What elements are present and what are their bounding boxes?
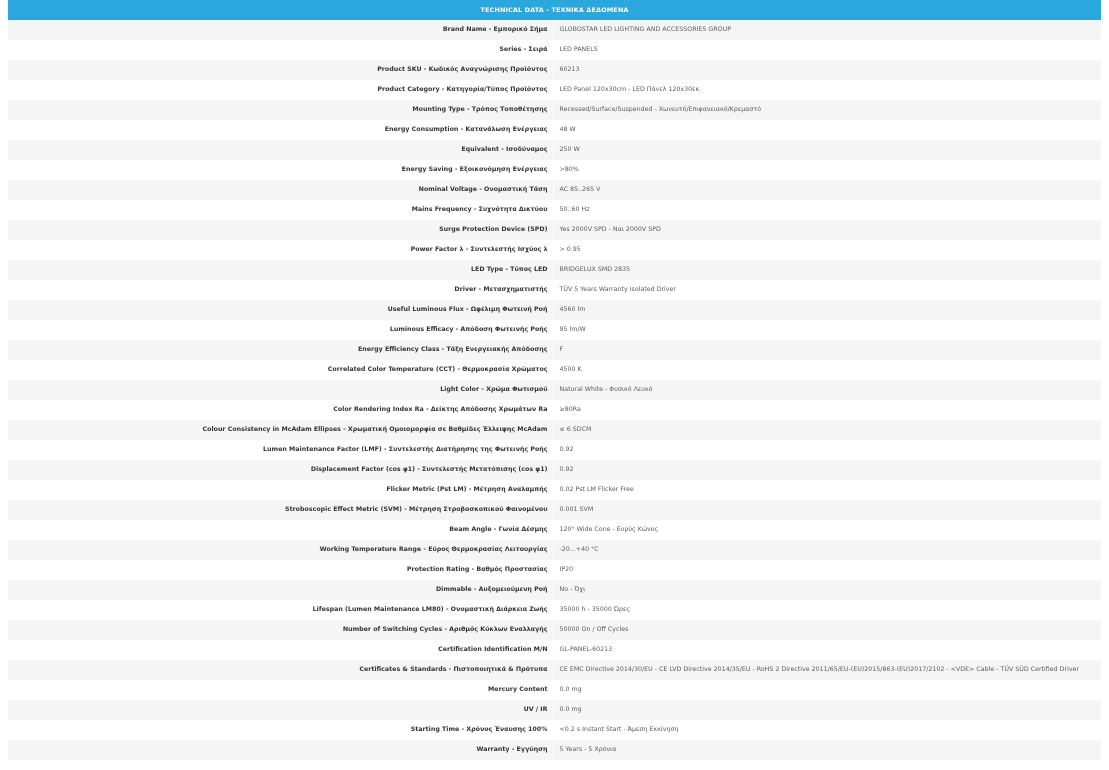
spec-label: Number of Switching Cycles - Αριθμός Κύκλων Εναλλαγής [8,620,553,640]
spec-value: TÜV 5 Years Warranty Isolated Driver [553,280,1101,300]
spec-label: Nominal Voltage - Ονομαστική Τάση [8,180,553,200]
spec-row [8,220,1101,240]
spec-row [8,600,1101,620]
spec-value: F [553,340,1101,360]
spec-row [8,140,1101,160]
spec-label: Beam Angle - Γωνία Δέσμης [8,520,553,540]
spec-value: IP20 [553,560,1101,580]
spec-label: Flicker Metric (Pst LM) - Μέτρηση Αναλαμπής [8,480,553,500]
spec-label: Light Color - Χρώμα Φωτισμού [8,380,553,400]
spec-row [8,360,1101,380]
spec-label: Warranty - Εγγύηση [8,740,553,760]
spec-table-body [8,20,1101,760]
technical-data-panel [8,0,1101,760]
spec-row [8,520,1101,540]
spec-row [8,20,1101,40]
spec-value: 50000 On / Off Cycles [553,620,1101,640]
spec-label: Driver - Μετασχηματιστής [8,280,553,300]
spec-label: Color Rendering Index Ra - Δείκτης Απόδοσης Χρωμάτων Ra [8,400,553,420]
spec-label: Surge Protection Device (SPD) [8,220,553,240]
spec-row [8,400,1101,420]
spec-value: 0.92 [553,460,1101,480]
spec-value: >80% [553,160,1101,180]
spec-label: Energy Efficiency Class - Τάξη Ενεργειακής Απόδοσης [8,340,553,360]
spec-label: Product SKU - Κωδικός Αναγνώρισης Προϊόντος [8,60,553,80]
spec-row [8,200,1101,220]
spec-row [8,480,1101,500]
spec-value: GL-PANEL-60213 [553,640,1101,660]
spec-value: -20...+40 °C [553,540,1101,560]
spec-value: 50..60 Hz [553,200,1101,220]
spec-row [8,540,1101,560]
spec-label: Displacement Factor (cos φ1) - Συντελεστής Μετατόπισης (cos φ1) [8,460,553,480]
spec-value: LED PANELS [553,40,1101,60]
spec-label: Stroboscopic Effect Metric (SVM) - Μέτρηση Στροβοσκοπικού Φαινομένου [8,500,553,520]
spec-row [8,680,1101,700]
spec-label: Brand Name - Εμπορικό Σήμα [8,20,553,40]
spec-value: 5 Years - 5 Χρόνια [553,740,1101,760]
spec-label: Lumen Maintenance Factor (LMF) - Συντελεστής Διατήρησης της Φωτεινής Ροής [8,440,553,460]
spec-row [8,500,1101,520]
spec-value: No - Όχι [553,580,1101,600]
spec-row [8,240,1101,260]
spec-value: ≥80Ra [553,400,1101,420]
spec-value: <0.2 s Instant Start - Άμεση Εκκίνηση [553,720,1101,740]
spec-label: Energy Saving - Εξοικονόμηση Ενέργειας [8,160,553,180]
spec-label: Certification Identification M/N [8,640,553,660]
spec-row [8,80,1101,100]
spec-row [8,460,1101,480]
spec-label: Energy Consumption - Κατανάλωση Ενέργειας [8,120,553,140]
spec-row [8,320,1101,340]
spec-value: 60213 [553,60,1101,80]
spec-value: 0.0 mg [553,700,1101,720]
spec-value: > 0.95 [553,240,1101,260]
spec-row [8,160,1101,180]
spec-row [8,660,1101,680]
spec-label: Mains Frequency - Συχνότητα Δικτύου [8,200,553,220]
spec-label: Dimmable - Αυξομειούμενη Ροή [8,580,553,600]
spec-label: Power Factor λ - Συντελεστής Ισχύος λ [8,240,553,260]
spec-label: LED Type - Τύπος LED [8,260,553,280]
spec-row [8,60,1101,80]
spec-row [8,580,1101,600]
spec-label: Mercury Content [8,680,553,700]
spec-value: ≤ 6 SDCM [553,420,1101,440]
table-title: TECHNICAL DATA - ΤΕΧΝΙΚΑ ΔΕΔΟΜΕΝΑ [8,0,1101,20]
spec-row [8,420,1101,440]
spec-label: Useful Luminous Flux - Ωφέλιμη Φωτεινή Ροή [8,300,553,320]
spec-row [8,700,1101,720]
spec-label: Correlated Color Temperature (CCT) - Θερμοκρασία Χρώματος [8,360,553,380]
spec-value: 0.0 mg [553,680,1101,700]
spec-value: BRIDGELUX SMD 2835 [553,260,1101,280]
spec-value: 95 lm/W [553,320,1101,340]
spec-label: Starting Time - Χρόνος Έναυσης 100% [8,720,553,740]
spec-value: 120° Wide Cone - Ευρύς Κώνος [553,520,1101,540]
spec-row [8,380,1101,400]
spec-value: 0.001 SVM [553,500,1101,520]
spec-label: Certificates & Standards - Πιστοποιητικά & Πρότυπα [8,660,553,680]
spec-table [8,20,1101,760]
spec-value: 4560 lm [553,300,1101,320]
spec-row [8,640,1101,660]
spec-value: 0.02 Pst LM Flicker Free [553,480,1101,500]
spec-row [8,180,1101,200]
spec-label: UV / IR [8,700,553,720]
spec-row [8,740,1101,760]
spec-value: 35000 h - 35000 Ώρες [553,600,1101,620]
spec-label: Working Temperature Range - Εύρος Θερμοκρασίας Λειτουργίας [8,540,553,560]
spec-row [8,340,1101,360]
spec-value: 0.92 [553,440,1101,460]
spec-row [8,300,1101,320]
spec-row [8,100,1101,120]
spec-value: LED Panel 120x30cm - LED Πάνελ 120x30εκ [553,80,1101,100]
spec-value: GLOBOSTAR LED LIGHTING AND ACCESSORIES GROUP [553,20,1101,40]
spec-row [8,720,1101,740]
spec-row [8,620,1101,640]
spec-value: 48 W [553,120,1101,140]
spec-label: Colour Consistency in McAdam Ellipses - Χρωματική Ομοιομορφία σε Βαθμίδες Έλλειψης McAdam [8,420,553,440]
spec-value: Natural White - Φυσικό Λευκό [553,380,1101,400]
spec-value: 4500 K [553,360,1101,380]
spec-value: AC 85..265 V [553,180,1101,200]
spec-label: Mounting Type - Τρόπος Τοποθέτησης [8,100,553,120]
spec-label: Equivalent - Ισοδύναμος [8,140,553,160]
spec-row [8,120,1101,140]
spec-label: Product Category - Κατηγορία/Τύπος Προϊόντος [8,80,553,100]
spec-row [8,40,1101,60]
spec-value: CE EMC Directive 2014/30/EU - CE LVD Directive 2014/35/EU - RoHS 2 Directive 2011/65/EU-(EU)2015/863-(EU)2017/2102 - <VDE> Cable - TÜV SÜD Certified Driver [553,660,1101,680]
spec-row [8,280,1101,300]
spec-row [8,260,1101,280]
spec-label: Luminous Efficacy - Απόδοση Φωτεινής Ροής [8,320,553,340]
spec-row [8,440,1101,460]
spec-label: Protection Rating - Βαθμός Προστασίας [8,560,553,580]
spec-value: Recessed/Surface/Suspended - Χωνευτό/Επιφανειακό/Κρεμαστό [553,100,1101,120]
spec-value: 250 W [553,140,1101,160]
spec-value: Yes 2000V SPD - Ναι 2000V SPD [553,220,1101,240]
spec-row [8,560,1101,580]
spec-label: Series - Σειρά [8,40,553,60]
spec-label: Lifespan (Lumen Maintenance LM80) - Ονομαστική Διάρκεια Ζωής [8,600,553,620]
